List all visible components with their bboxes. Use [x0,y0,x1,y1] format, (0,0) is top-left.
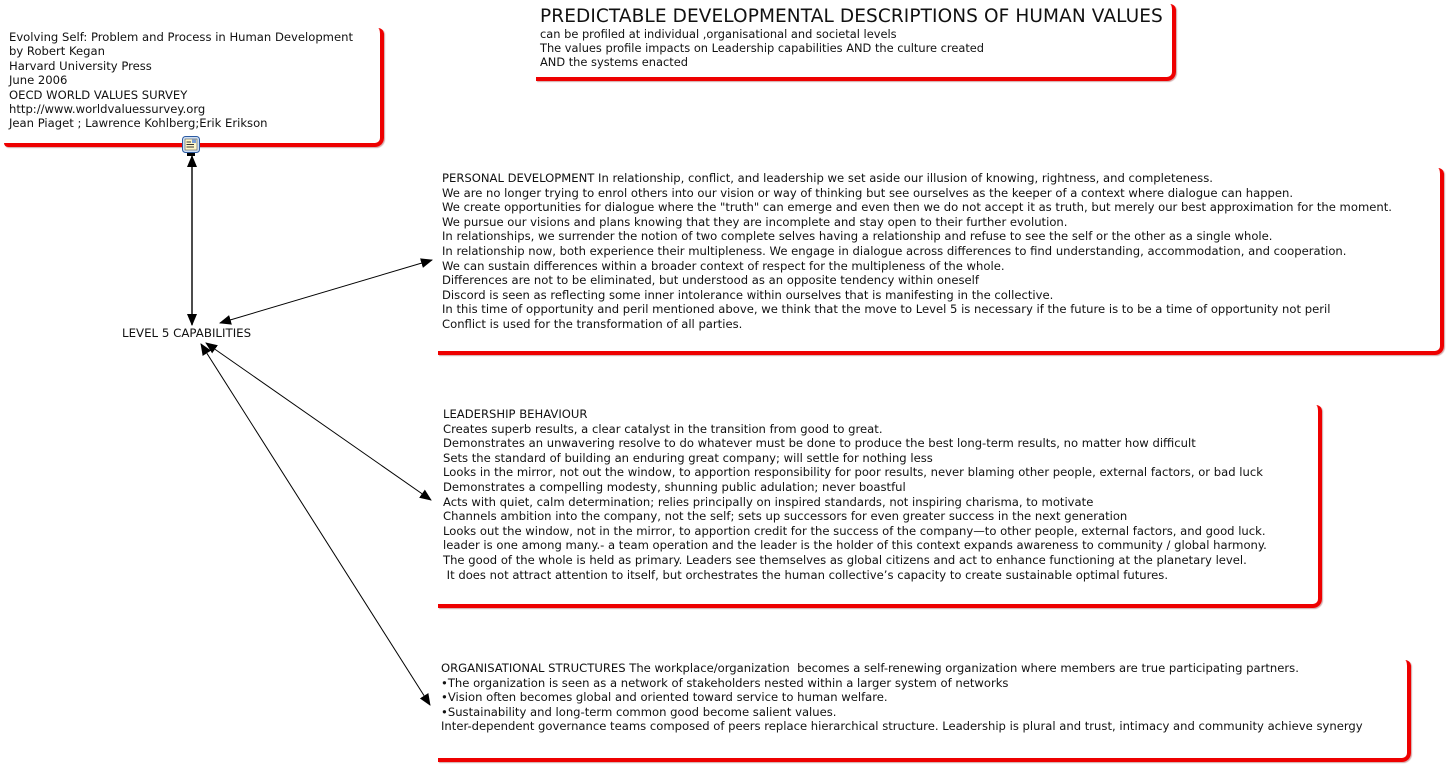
leadership-line: leader is one among many.- a team operation and the leader is the holder of this context expands awareness to community / global harmony. [443,538,1267,553]
reference-line: OECD WORLD VALUES SURVEY [9,87,188,102]
personal-line: PERSONAL DEVELOPMENT In relationship, conflict, and leadership we set aside our illusion of knowing, rightness, and completeness. [442,171,1213,185]
edge-central-leadership[interactable] [206,343,431,500]
leadership-line: Demonstrates a compelling modesty, shunning public adulation; never boastful [443,479,906,494]
leadership-line: Channels ambition into the company, not the self; sets up successors for even greater success in the next generation [443,509,1128,524]
leadership-line: Acts with quiet, calm determination; relies principally on inspired standards, not inspiring charisma, to motivate [443,494,1094,509]
reference-node[interactable] [4,28,384,147]
header-line: AND the systems enacted [540,55,688,70]
reference-link[interactable]: http://www.worldvaluessurvey.org [9,102,206,117]
leadership-line: Creates superb results, a clear catalyst in the transition from good to great. [443,421,883,436]
header-line: can be profiled at individual ,organisational and societal levels [540,27,897,41]
organisational-line: •Sustainability and long-term common good become salient values. [441,704,837,719]
reference-line: June 2006 [9,73,68,88]
personal-line: Conflict is used for the transformation of all parties. [442,316,743,331]
header-line: The values profile impacts on Leadership capabilities AND the culture created [540,41,985,56]
document-icon[interactable] [182,136,200,154]
header-title: PREDICTABLE DEVELOPMENTAL DESCRIPTIONS OF HUMAN VALUES [540,6,1163,27]
leadership-line: Demonstrates an unwavering resolve to do whatever must be done to produce the best long-term results, no matter how difficult [443,436,1196,451]
header-node[interactable] [536,4,1176,81]
leadership-line: It does not attract attention to itself, but orchestrates the human collective’s capacity to create sustainable optimal futures. [443,567,1168,582]
reference-line: Harvard University Press [9,58,152,73]
organisational-line: Inter-dependent governance teams composed of peers replace hierarchical structure. Leadership is plural and trust, intimacy and community achieve synergy [441,719,1363,734]
personal-line: Differences are not to be eliminated, but understood as an opposite tendency within oneself [442,273,979,288]
organisational-line: •Vision often becomes global and oriented toward service to human welfare. [441,690,888,705]
personal-line: Discord is seen as reflecting some inner intolerance within ourselves that is manifesting in the collective. [442,287,1054,302]
edge-central-organisational[interactable] [201,344,430,705]
personal-development-node[interactable] [438,168,1444,355]
organisational-line: •The organization is seen as a network of stakeholders nested within a larger system of networks [441,675,1009,690]
personal-line: In relationships, we surrender the notion of two complete selves having a relationship and refuse to see the self or the other as a single whole. [442,229,1273,244]
organisational-structures-node[interactable] [438,660,1411,762]
leadership-node[interactable] [438,405,1322,608]
leadership-line: Looks out the window, not in the mirror, to apportion credit for the success of the company—to other people, external factors, and good luck. [443,523,1266,538]
central-node[interactable] [122,326,272,342]
reference-line: by Robert Kegan [9,44,105,59]
leadership-line: The good of the whole is held as primary. Leaders see themselves as global citizens and act to enhance functioning at the planetary level. [443,552,1247,567]
reference-line: Jean Piaget ; Lawrence Kohlberg;Erik Erikson [9,116,268,131]
personal-line: We can sustain differences within a broader context of respect for the multipleness of the whole. [442,258,1005,273]
personal-line: We are no longer trying to enrol others into our vision or way of thinking but see ourselves as the keeper of a context where dialogue can happen. [442,185,1294,200]
reference-line: Evolving Self: Problem and Process in Human Development [9,30,353,44]
personal-line: In relationship now, both experience their multipleness. We engage in dialogue across differences to find understanding, accommodation, and cooperation. [442,243,1347,258]
personal-line: In this time of opportunity and peril mentioned above, we think that the move to Level 5 is necessary if the future is to be a time of opportunity not peril [442,302,1331,317]
personal-line: We pursue our visions and plans knowing that they are incomplete and stay open to their further evolution. [442,214,1068,229]
organisational-line: ORGANISATIONAL STRUCTURES The workplace/organization becomes a self-renewing organization where members are true participating partners. [441,661,1299,675]
central-node-label: LEVEL 5 CAPABILITIES [122,326,252,340]
leadership-line: Sets the standard of building an enduring great company; will settle for nothing less [443,450,933,465]
edge-central-personal[interactable] [220,260,432,323]
personal-line: We create opportunities for dialogue where the "truth" can emerge and even then we do not accept it as truth, but merely our best approximation for the moment. [442,200,1392,215]
leadership-line: LEADERSHIP BEHAVIOUR [443,407,588,421]
leadership-line: Looks in the mirror, not out the window, to apportion responsibility for poor results, never blaming other people, external factors, or bad luck [443,465,1263,480]
